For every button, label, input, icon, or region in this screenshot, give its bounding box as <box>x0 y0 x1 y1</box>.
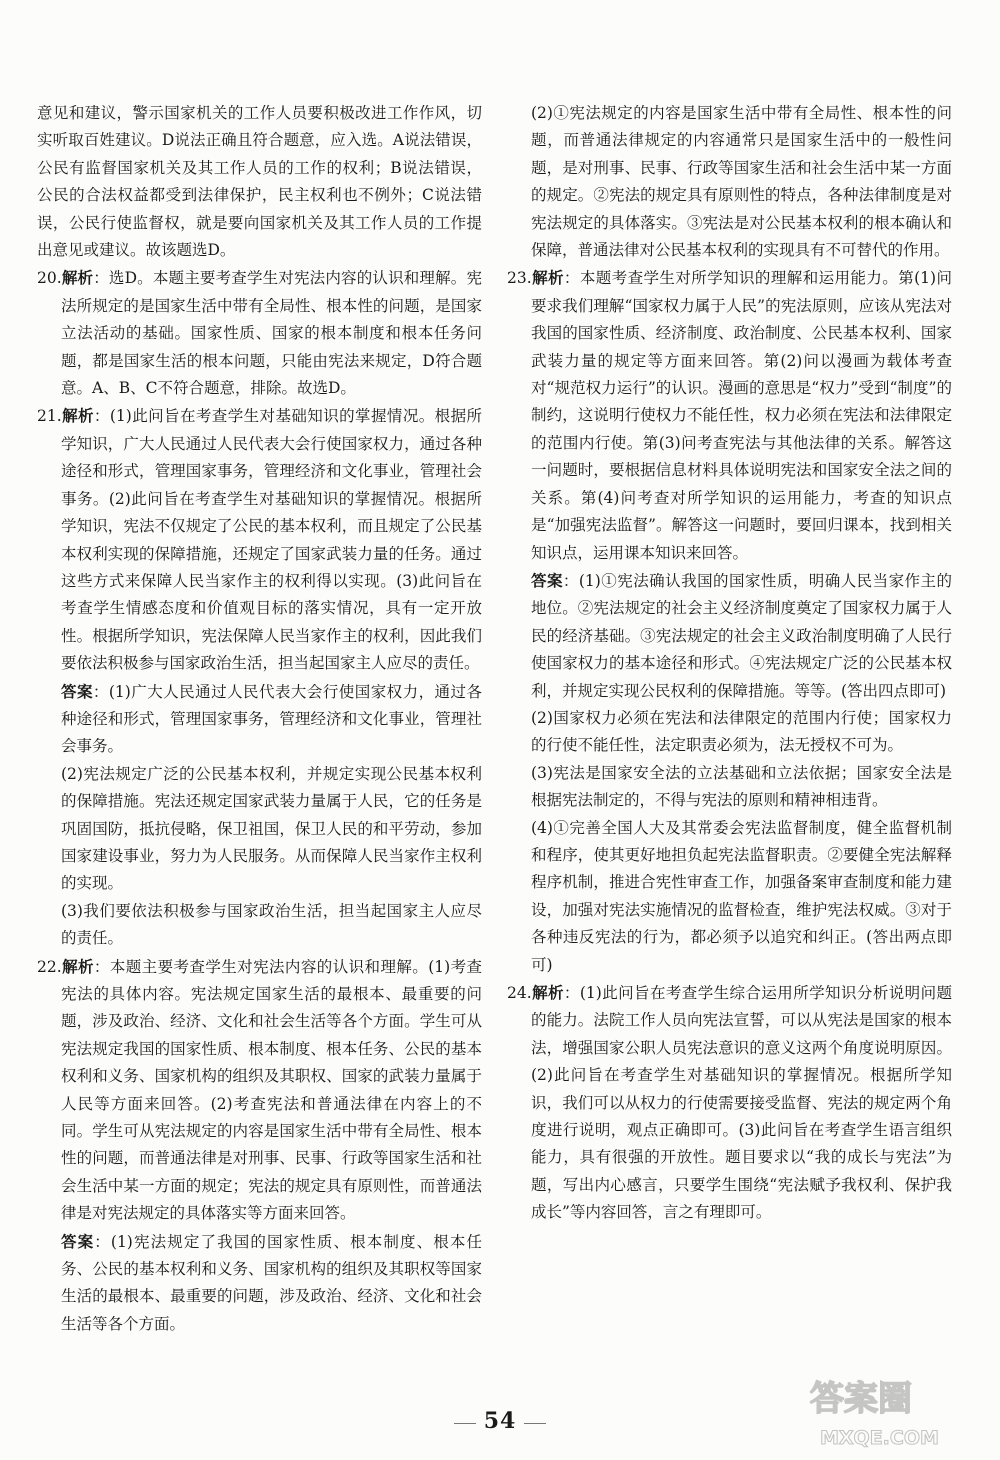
explanation-label: 解析 <box>61 956 94 976</box>
q23-answer-1 <box>507 567 952 705</box>
watermark-url: MXQE.COM <box>820 1427 939 1449</box>
explanation-text: ：本题主要考查学生对宪法内容的认识和理解。(1)考查宪法的具体内容。宪法规定国家生活的最根本、最重要的问题，涉及政治、经济、文化和社会生活等各个方面。学生可从宪法规定我国的国家性质、根本制度、根本任务、公民的基本权利和义务、国家机构的组织及其职权、国家的武装力量属于人民等方面来回答。(2)考查宪法和普通法律在内容上的不同。学生可从宪法规定的内容是国家生活中带有全局性、根本性的问题，而普通法律是对刑事、民事、行政等国家生活和社会生活中某一方面的规定；宪法的规定具有原则性，而普通法律是对宪法规定的具体落实等方面来回答。 <box>61 957 482 1223</box>
answer-text: ：(1)广大人民通过人民代表大会行使国家权力，通过各种途径和形式，管理国家事务，管理经济和文化事业，管理社会事务。 <box>61 682 482 756</box>
explanation-label: 解析 <box>61 406 94 426</box>
explanation-text: ：(1)此问旨在考查学生综合运用所学知识分析说明问题的能力。法院工作人员向宪法宣誓，可以从宪法是国家的根本法，增强国家公职人员宪法意识的意义这两个角度说明原因。(2)此问旨在考查学生对基础知识的掌握情况。根据所学知识，我们可以从权力的行使需要接受监督、宪法的规定两个角度进行说明，观点正确即可。(3)此问旨在考查学生语言组织能力，具有很强的开放性。题目要求以“我的成长与宪法”为题，写出内心感言，只要学生围绕“宪法赋予我权利、保护我成长”等内容回答，言之有理即可。 <box>531 984 952 1222</box>
q23-answer-2: (2)国家权力必须在宪法和法律限定的范围内行使；国家权力的行使不能任性，法定职责必须为，法无授权不可为。 <box>531 708 952 755</box>
answer-text: ：(1)①宪法确认我国的国家性质，明确人民当家作主的地位。②宪法规定的社会主义经济制度奠定了国家权力属于人民的经济基础。③宪法规定的社会主义政治制度明确了人民行使国家权力的基本途径和形式。④宪法规定广泛的公民基本权利，并规定实现公民权利的保障措施。等等。(答出四点即可) <box>531 571 952 700</box>
explanation-text: ：(1)此问旨在考查学生对基础知识的掌握情况。根据所学知识，广大人民通过人民代表大会行使国家权力，通过各种途径和形式，管理国家事务，管理经济和文化事业，管理社会事务。(2)此问旨在考查学生对基础知识的掌握情况。根据所学知识，宪法不仅规定了公民的基本权利，而且规定了公民基本权利实现的保障措施，还规定了国家武装力量的任务。通过这些方式来保障人民当家作主的权利得以实现。(3)此问旨在考查学生情感态度和价值观目标的落实情况，具有一定开放性。根据所学知识，宪法保障人民当家作主的权利，因此我们要依法积极参与国家政治生活，担当起国家主人应尽的责任。 <box>61 407 482 673</box>
q23-explanation <box>507 264 952 566</box>
q22-explanation <box>37 953 482 1228</box>
q23-answer-3: (3)宪法是国家安全法的立法基础和立法依据；国家安全法是根据宪法制定的，不得与宪法的原则和精神相违背。 <box>531 763 952 810</box>
explanation-label: 解析 <box>61 268 94 288</box>
watermark-logo <box>806 1370 986 1452</box>
answer-label: 答案 <box>61 681 93 701</box>
q21-answer-2: (2)宪法规定广泛的公民基本权利，并规定实现公民基本权利的保障措施。宪法还规定国家武装力量属于人民，它的任务是巩固国防，抵抗侵略，保卫祖国，保卫人民的和平劳动，参加国家建设事业，努力为人民服务。从而保障人民当家作主权利的实现。 <box>61 764 482 893</box>
right-column <box>507 100 952 1227</box>
q23-answer-4: (4)①完善全国人大及其常委会宪法监督制度，健全监督机制和程序，使其更好地担负起宪法监督职责。②要健全宪法解释程序机制，推进合宪性审查工作，加强备案审查制度和能力建设，加强对宪法实施情况的监督检查，维护宪法权威。③对于各种违反宪法的行为，都必须予以追究和纠正。(答出两点即可) <box>531 818 952 974</box>
q20-explanation <box>37 264 482 402</box>
explanation-text: ：本题考查学生对所学知识的理解和运用能力。第(1)问要求我们理解“国家权力属于人民”的宪法原则，应该从宪法对我国的国家性质、经济制度、政治制度、公民基本权利、国家武装力量的规定等方面来回答。第(2)问以漫画为载体考查对“规范权力运行”的认识。漫画的意思是“权力”受到“制度”的制约，这说明行使权力不能任性，权力必须在宪法和法律限定的范围内行使。第(3)问考查宪法与其他法律的关系。解答这一问题时，要根据信息材料具体说明宪法和国家安全法之间的关系。第(4)问考查对所学知识的运用能力，考查的知识点是“加强宪法监督”。解答这一问题时，要回归课本，找到相关知识点，运用课本知识来回答。 <box>531 269 952 562</box>
q21-answer-3: (3)我们要依法积极参与国家政治生活，担当起国家主人应尽的责任。 <box>61 901 482 948</box>
q19-continuation: 意见和建议，警示国家机关的工作人员要积极改进工作作风，切实听取百姓建议。D说法正确且符合题意，应入选。A说法错误，公民有监督国家机关及其工作人员的工作的权利；B说法错误，公民的合法权益都受到法律保护，民主权利也不例外；C说法错误，公民行使监督权，就是要向国家机关及其工作人员的工作提出意见或建议。故该题选D。 <box>37 104 482 260</box>
question-number: 22. <box>37 957 62 976</box>
answer-label: 答案 <box>531 570 563 590</box>
left-column <box>37 100 482 1338</box>
answer-text: ：(1)宪法规定了我国的国家性质、根本制度、根本任务、公民的基本权利和义务、国家机构的组织及其职权等国家生活的最根本、最重要的问题，涉及政治、经济、文化和社会生活等各个方面。 <box>61 1232 482 1333</box>
question-number: 20. <box>37 269 62 288</box>
question-number: 24. <box>507 984 532 1002</box>
q24-explanation <box>507 979 952 1227</box>
watermark-text: 答案圈 <box>810 1379 912 1419</box>
explanation-text: ：选D。本题主要考查学生对宪法内容的认识和理解。宪法所规定的是国家生活中带有全局性、根本性的问题，是国家立法活动的基础。国家性质、国家的根本制度和根本任务问题，都是国家生活的根本问题，只能由宪法来规定，D符合题意。A、B、C不符合题意，排除。故选D。 <box>61 269 482 398</box>
question-number: 21. <box>37 407 62 426</box>
q21-answer-1 <box>37 678 482 761</box>
q22-answer-2: (2)①宪法规定的内容是国家生活中带有全局性、根本性的问题，而普通法律规定的内容通常只是国家生活中的一般性问题，是对刑事、民事、行政等国家生活和社会生活中某一方面的规定。②宪法的规定具有原则性的特点，各种法律制度是对宪法规定的具体落实。③宪法是对公民基本权利的根本确认和保障，普通法律对公民基本权利的实现具有不可替代的作用。 <box>531 104 952 260</box>
explanation-label: 解析 <box>531 268 564 288</box>
footer-rule-left <box>454 1423 476 1424</box>
explanation-label: 解析 <box>531 983 564 1002</box>
q21-explanation <box>37 402 482 677</box>
footer-rule-right <box>524 1423 546 1424</box>
answer-label: 答案 <box>61 1231 95 1251</box>
q22-answer-1 <box>37 1228 482 1339</box>
page-number: 54 <box>483 1408 517 1434</box>
question-number: 23. <box>507 269 532 288</box>
